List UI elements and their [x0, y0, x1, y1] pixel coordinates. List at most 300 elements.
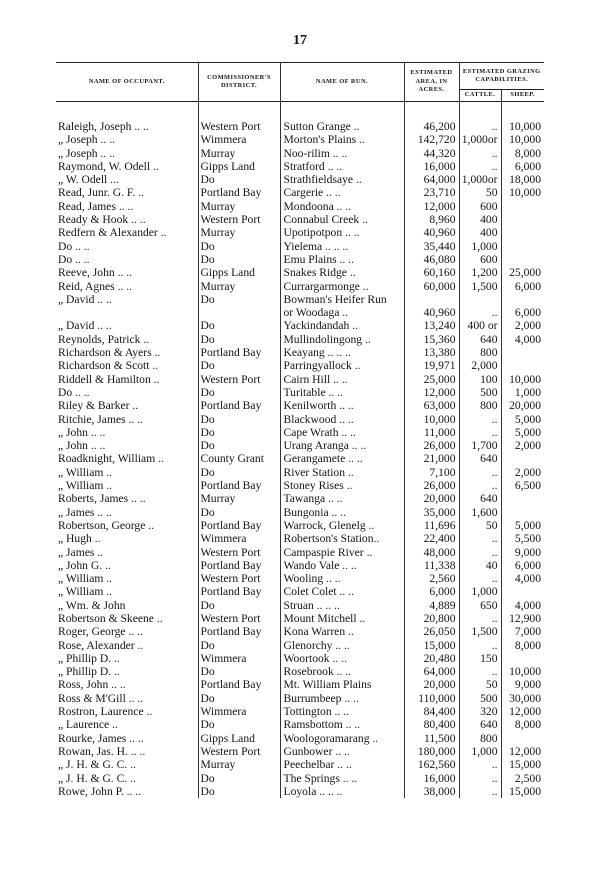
cell-sheep: 6,000: [514, 306, 541, 320]
table-row: [56, 559, 544, 572]
cell-sheep: [501, 652, 544, 665]
cell-occupant: „ John .. ..: [56, 439, 198, 452]
cell-area: 38,000: [404, 785, 459, 798]
cell-sheep: 15,000: [509, 784, 541, 798]
cell-run: Yielema .. .. ..: [280, 240, 404, 253]
cell-area: 20,000: [404, 492, 459, 505]
cell-sheep: 6,000: [514, 159, 541, 173]
cell-cattle: ..: [459, 466, 501, 479]
cell-cattle: ..: [459, 120, 501, 133]
cell-district: Murray: [198, 226, 280, 239]
cell-occupant: „ Laurence ..: [56, 718, 198, 731]
cell-district: Do: [198, 466, 280, 479]
table-row: [56, 226, 544, 239]
cell-sheep: [501, 253, 544, 266]
cell-cattle: 1,500: [459, 280, 501, 293]
cell-sheep: 8,000: [514, 638, 541, 652]
cell-district: Western Port: [198, 572, 280, 585]
cell-district: Portland Bay: [198, 559, 280, 572]
cell-district: Western Port: [198, 546, 280, 559]
cell-district: Do: [198, 319, 280, 332]
cell-occupant: Ready & Hook .. ..: [56, 213, 198, 226]
cell-sheep: 1,000: [514, 385, 541, 399]
cell-occupant: Redfern & Alexander ..: [56, 226, 198, 239]
cell-run: Mt. William Plains: [280, 678, 404, 691]
cell-run: Gunbower .. ..: [280, 745, 404, 758]
cell-run: Stoney Rises ..: [280, 479, 404, 492]
table-row: [56, 718, 544, 731]
cell-area: 25,000: [404, 373, 459, 386]
cell-district: Wimmera: [198, 532, 280, 545]
cell-run: or Woodaga ..: [280, 306, 404, 319]
cell-sheep: [501, 585, 544, 598]
cell-area: 162,560: [404, 758, 459, 771]
cell-occupant: Robertson & Skeene ..: [56, 612, 198, 625]
cell-sheep: 2,500: [514, 771, 541, 785]
cell-cattle: 600: [459, 200, 501, 213]
cell-run: Warrock, Glenelg ..: [280, 519, 404, 532]
cell-area: 110,000: [404, 692, 459, 705]
table-row: [56, 625, 544, 638]
table-row: [56, 359, 544, 372]
table-row: [56, 240, 544, 253]
cell-run: Upotipotpon .. ..: [280, 226, 404, 239]
cell-cattle: 400: [459, 213, 501, 226]
cell-sheep: [501, 240, 544, 253]
cell-area: 15,000: [404, 639, 459, 652]
cell-sheep: [501, 293, 544, 306]
cell-district: Portland Bay: [198, 186, 280, 199]
squatting-runs-table: [56, 62, 544, 798]
cell-sheep: 12,000: [509, 744, 541, 758]
cell-cattle: ..: [459, 572, 501, 585]
cell-run: Urang Aranga .. ..: [280, 439, 404, 452]
table-row: [56, 213, 544, 226]
cell-cattle: ..: [459, 665, 501, 678]
table-row: [56, 785, 544, 798]
table-row: [56, 253, 544, 266]
cell-occupant: „ William ..: [56, 466, 198, 479]
cell-run: Mondoona .. ..: [280, 200, 404, 213]
cell-cattle: 640: [459, 452, 501, 465]
cell-area: 11,000: [404, 426, 459, 439]
cell-run: Blackwood .. ..: [280, 413, 404, 426]
cell-sheep: 6,000: [514, 558, 541, 572]
cell-occupant: Riddell & Hamilton ..: [56, 373, 198, 386]
cell-area: 19,971: [404, 359, 459, 372]
cell-occupant: „ Hugh ..: [56, 532, 198, 545]
cell-district: Gipps Land: [198, 160, 280, 173]
cell-run: Emu Plains .. ..: [280, 253, 404, 266]
cell-district: Do: [198, 359, 280, 372]
cell-run: Campaspie River ..: [280, 546, 404, 559]
cell-area: 26,000: [404, 439, 459, 452]
cell-area: 46,080: [404, 253, 459, 266]
cell-district: Portland Bay: [198, 399, 280, 412]
cell-district: Murray: [198, 280, 280, 293]
cell-cattle: ..: [459, 532, 501, 545]
cell-sheep: 5,000: [514, 425, 541, 439]
cell-sheep: 7,000: [514, 625, 541, 639]
cell-area: 16,000: [404, 772, 459, 785]
cell-area: 12,000: [404, 200, 459, 213]
cell-run: Gerangamete .. ..: [280, 452, 404, 465]
cell-cattle: [459, 293, 501, 306]
cell-occupant: „ James .. ..: [56, 506, 198, 519]
cell-area: 80,400: [404, 718, 459, 731]
table-row: [56, 173, 544, 186]
cell-run: Currargarmonge ..: [280, 280, 404, 293]
cell-district: Portland Bay: [198, 519, 280, 532]
cell-occupant: Riley & Barker ..: [56, 399, 198, 412]
cell-run: Struan .. .. ..: [280, 599, 404, 612]
cell-district: Do: [198, 413, 280, 426]
cell-area: 84,400: [404, 705, 459, 718]
cell-occupant: Rowan, Jas. H. .. ..: [56, 745, 198, 758]
cell-run: Ramsbottom .. ..: [280, 718, 404, 731]
cell-run: Yackindandah ..: [280, 319, 404, 332]
cell-district: Western Port: [198, 612, 280, 625]
cell-cattle: 400: [459, 226, 501, 239]
cell-district: Portland Bay: [198, 479, 280, 492]
cell-sheep: 4,000: [514, 332, 541, 346]
cell-run: Stratford .. ..: [280, 160, 404, 173]
cell-sheep: [501, 506, 544, 519]
cell-district: Murray: [198, 200, 280, 213]
table-row: [56, 705, 544, 718]
cell-sheep: 12,000: [509, 705, 541, 719]
header-occupant: NAME OF OCCUPANT.: [56, 63, 198, 102]
cell-run: Mount Mitchell ..: [280, 612, 404, 625]
cell-cattle: 600: [459, 253, 501, 266]
cell-cattle: 640: [459, 333, 501, 346]
cell-run: Woortook .. ..: [280, 652, 404, 665]
cell-area: 13,380: [404, 346, 459, 359]
cell-sheep: 9,000: [514, 545, 541, 559]
cell-occupant: „ David .. ..: [56, 293, 198, 306]
cell-cattle: ..: [459, 147, 501, 160]
table-row: [56, 386, 544, 399]
cell-occupant: Read, James .. ..: [56, 200, 198, 213]
cell-area: [404, 293, 459, 306]
cell-cattle: ..: [459, 426, 501, 439]
cell-run: Morton's Plains ..: [280, 133, 404, 146]
cell-area: 26,050: [404, 625, 459, 638]
cell-occupant: „ Joseph .. ..: [56, 147, 198, 160]
cell-run: Cargerie .. ..: [280, 186, 404, 199]
cell-district: Western Port: [198, 745, 280, 758]
cell-sheep: [501, 492, 544, 505]
cell-occupant: „ Phillip D. ..: [56, 665, 198, 678]
cell-area: 23,710: [404, 186, 459, 199]
cell-run: The Springs .. ..: [280, 772, 404, 785]
table-row: [56, 506, 544, 519]
cell-sheep: 5,500: [514, 532, 541, 546]
cell-occupant: Rourke, James .. ..: [56, 732, 198, 745]
cell-occupant: Raleigh, Joseph .. ..: [56, 120, 198, 133]
cell-sheep: 10,000: [509, 120, 541, 133]
cell-run: Mullindolingong ..: [280, 333, 404, 346]
cell-sheep: 20,000: [509, 399, 541, 413]
cell-cattle: 2,000: [459, 359, 501, 372]
cell-sheep: 30,000: [509, 691, 541, 705]
cell-run: Cape Wrath .. ..: [280, 426, 404, 439]
cell-cattle: 150: [459, 652, 501, 665]
table-row: [56, 346, 544, 359]
cell-cattle: 800: [459, 732, 501, 745]
cell-cattle: 1,000or: [459, 173, 501, 186]
cell-occupant: „ James ..: [56, 546, 198, 559]
cell-cattle: 50: [459, 678, 501, 691]
cell-district: Murray: [198, 758, 280, 771]
header-district: COMMISSIONER'S DISTRICT.: [198, 63, 280, 102]
cell-cattle: 640: [459, 492, 501, 505]
cell-area: 13,240: [404, 319, 459, 332]
table-row: [56, 612, 544, 625]
cell-area: 16,000: [404, 160, 459, 173]
cell-sheep: 10,000: [509, 186, 541, 200]
cell-cattle: 1,700: [459, 439, 501, 452]
table-row: [56, 639, 544, 652]
cell-cattle: 1,000: [459, 240, 501, 253]
cell-area: 64,000: [404, 173, 459, 186]
cell-district: Western Port: [198, 213, 280, 226]
cell-area: 142,720: [404, 133, 459, 146]
cell-occupant: [56, 306, 198, 319]
cell-sheep: 8,000: [514, 718, 541, 732]
cell-area: 35,000: [404, 506, 459, 519]
cell-occupant: „ William ..: [56, 479, 198, 492]
table-row: [56, 652, 544, 665]
cell-sheep: [501, 452, 544, 465]
cell-run: Glenorchy .. ..: [280, 639, 404, 652]
cell-area: 4,889: [404, 599, 459, 612]
cell-sheep: 10,000: [509, 372, 541, 386]
cell-sheep: [501, 200, 544, 213]
cell-sheep: 4,000: [514, 598, 541, 612]
cell-district: Do: [198, 785, 280, 798]
cell-sheep: 12,900: [509, 611, 541, 625]
table-row: [56, 772, 544, 785]
cell-district: Western Port: [198, 373, 280, 386]
cell-district: Gipps Land: [198, 732, 280, 745]
cell-run: Wando Vale .. ..: [280, 559, 404, 572]
table-row: [56, 572, 544, 585]
cell-occupant: „ J. H. & G. C. ..: [56, 772, 198, 785]
cell-district: Murray: [198, 492, 280, 505]
cell-sheep: 4,000: [514, 572, 541, 586]
cell-occupant: Rose, Alexander ..: [56, 639, 198, 652]
cell-occupant: Richardson & Scott ..: [56, 359, 198, 372]
table-row: [56, 758, 544, 771]
cell-occupant: „ J. H. & G. C. ..: [56, 758, 198, 771]
table-row: [56, 147, 544, 160]
cell-area: 7,100: [404, 466, 459, 479]
cell-area: 11,696: [404, 519, 459, 532]
cell-sheep: 2,000: [514, 439, 541, 453]
cell-run: Bowman's Heifer Run: [280, 293, 404, 306]
cell-cattle: ..: [459, 772, 501, 785]
table-row: [56, 439, 544, 452]
table-row: [56, 492, 544, 505]
table-row: [56, 678, 544, 691]
cell-cattle: 500: [459, 386, 501, 399]
cell-sheep: 5,000: [514, 412, 541, 426]
cell-area: 20,000: [404, 678, 459, 691]
cell-cattle: 320: [459, 705, 501, 718]
cell-cattle: ..: [459, 639, 501, 652]
cell-cattle: 50: [459, 519, 501, 532]
cell-occupant: Reynolds, Patrick ..: [56, 333, 198, 346]
cell-run: Robertson's Station..: [280, 532, 404, 545]
table-row: [56, 413, 544, 426]
cell-sheep: 6,000: [514, 279, 541, 293]
cell-occupant: Do .. ..: [56, 253, 198, 266]
cell-occupant: Do .. ..: [56, 240, 198, 253]
cell-occupant: „ Phillip D. ..: [56, 652, 198, 665]
cell-occupant: Ross, John .. ..: [56, 678, 198, 691]
table-row: [56, 333, 544, 346]
cell-occupant: Robertson, George ..: [56, 519, 198, 532]
cell-occupant: Roger, George .. ..: [56, 625, 198, 638]
table-row: [56, 306, 544, 319]
cell-area: 2,560: [404, 572, 459, 585]
cell-run: Strathfieldsaye ..: [280, 173, 404, 186]
cell-district: County Grant: [198, 452, 280, 465]
table-row: [56, 120, 544, 133]
cell-run: Cairn Hill .. ..: [280, 373, 404, 386]
cell-area: 22,400: [404, 532, 459, 545]
table-row: [56, 426, 544, 439]
cell-sheep: [501, 346, 544, 359]
cell-occupant: Do .. ..: [56, 386, 198, 399]
cell-area: 35,440: [404, 240, 459, 253]
cell-district: Do: [198, 718, 280, 731]
cell-cattle: 1,000or: [459, 133, 501, 146]
cell-sheep: 15,000: [509, 758, 541, 772]
cell-area: 11,338: [404, 559, 459, 572]
cell-district: Do: [198, 665, 280, 678]
cell-sheep: 10,000: [509, 665, 541, 679]
cell-run: Tawanga .. ..: [280, 492, 404, 505]
cell-district: Do: [198, 599, 280, 612]
header-sheep: SHEEP.: [501, 90, 544, 102]
cell-occupant: Read, Junr. G. F. ..: [56, 186, 198, 199]
table-row: [56, 133, 544, 146]
cell-cattle: 1,500: [459, 625, 501, 638]
cell-cattle: 1,000: [459, 745, 501, 758]
cell-cattle: 1,200: [459, 266, 501, 279]
cell-occupant: Raymond, W. Odell ..: [56, 160, 198, 173]
cell-area: 46,200: [404, 120, 459, 133]
page-number: 17: [293, 33, 307, 48]
cell-occupant: Rostron, Laurence ..: [56, 705, 198, 718]
cell-run: Parringyallock ..: [280, 359, 404, 372]
cell-area: 15,360: [404, 333, 459, 346]
cell-occupant: „ John G. ..: [56, 559, 198, 572]
table-row: [56, 732, 544, 745]
cell-run: Turitable .. ..: [280, 386, 404, 399]
cell-district: Portland Bay: [198, 678, 280, 691]
cell-area: 8,960: [404, 213, 459, 226]
cell-cattle: 640: [459, 718, 501, 731]
table-row: [56, 532, 544, 545]
table-row: [56, 280, 544, 293]
cell-district: Do: [198, 439, 280, 452]
cell-occupant: Reid, Agnes .. ..: [56, 280, 198, 293]
table-row: [56, 479, 544, 492]
cell-run: Burrumbeep .. ..: [280, 692, 404, 705]
cell-area: 60,000: [404, 280, 459, 293]
cell-run: Connabul Creek ..: [280, 213, 404, 226]
cell-run: Bungonia .. ..: [280, 506, 404, 519]
cell-area: 26,000: [404, 479, 459, 492]
cell-run: Loyola .. .. ..: [280, 785, 404, 798]
header-spacer: [56, 102, 544, 121]
cell-occupant: „ Wm. & John: [56, 599, 198, 612]
cell-cattle: ..: [459, 479, 501, 492]
cell-district: Do: [198, 639, 280, 652]
cell-district: Portland Bay: [198, 625, 280, 638]
cell-district: Wimmera: [198, 705, 280, 718]
cell-district: Gipps Land: [198, 266, 280, 279]
cell-cattle: ..: [459, 306, 501, 319]
cell-area: 12,000: [404, 386, 459, 399]
cell-area: 11,500: [404, 732, 459, 745]
cell-occupant: Rowe, John P. .. ..: [56, 785, 198, 798]
cell-cattle: ..: [459, 612, 501, 625]
cell-occupant: „ W. Odell ...: [56, 173, 198, 186]
table-row: [56, 692, 544, 705]
cell-occupant: Reeve, John .. ..: [56, 266, 198, 279]
table-row: [56, 373, 544, 386]
cell-district: Portland Bay: [198, 346, 280, 359]
cell-cattle: 100: [459, 373, 501, 386]
cell-occupant: „ William ..: [56, 572, 198, 585]
cell-cattle: 500: [459, 692, 501, 705]
cell-area: 48,000: [404, 546, 459, 559]
cell-sheep: [501, 732, 544, 745]
cell-area: 44,320: [404, 147, 459, 160]
cell-run: Wooling .. ..: [280, 572, 404, 585]
cell-area: 10,000: [404, 413, 459, 426]
header-area: ESTIMATED AREA, IN ACRES.: [404, 63, 459, 102]
table-row: [56, 160, 544, 173]
cell-cattle: 40: [459, 559, 501, 572]
cell-district: Western Port: [198, 120, 280, 133]
cell-cattle: ..: [459, 785, 501, 798]
cell-area: 20,800: [404, 612, 459, 625]
cell-occupant: Roberts, James .. ..: [56, 492, 198, 505]
cell-district: Do: [198, 692, 280, 705]
cell-sheep: 18,000: [509, 173, 541, 187]
table-row: [56, 452, 544, 465]
cell-run: Rosebrook .. ..: [280, 665, 404, 678]
cell-run: Tottington .. ..: [280, 705, 404, 718]
cell-occupant: „ David .. ..: [56, 319, 198, 332]
header-run: NAME OF RUN.: [280, 63, 404, 102]
cell-area: 21,000: [404, 452, 459, 465]
header-cattle: CATTLE.: [459, 90, 501, 102]
cell-cattle: 800: [459, 346, 501, 359]
table-row: [56, 665, 544, 678]
cell-district: Do: [198, 240, 280, 253]
cell-sheep: 2,000: [514, 465, 541, 479]
cell-sheep: [501, 226, 544, 239]
cell-occupant: „ Joseph .. ..: [56, 133, 198, 146]
cell-area: 60,160: [404, 266, 459, 279]
cell-cattle: 50: [459, 186, 501, 199]
